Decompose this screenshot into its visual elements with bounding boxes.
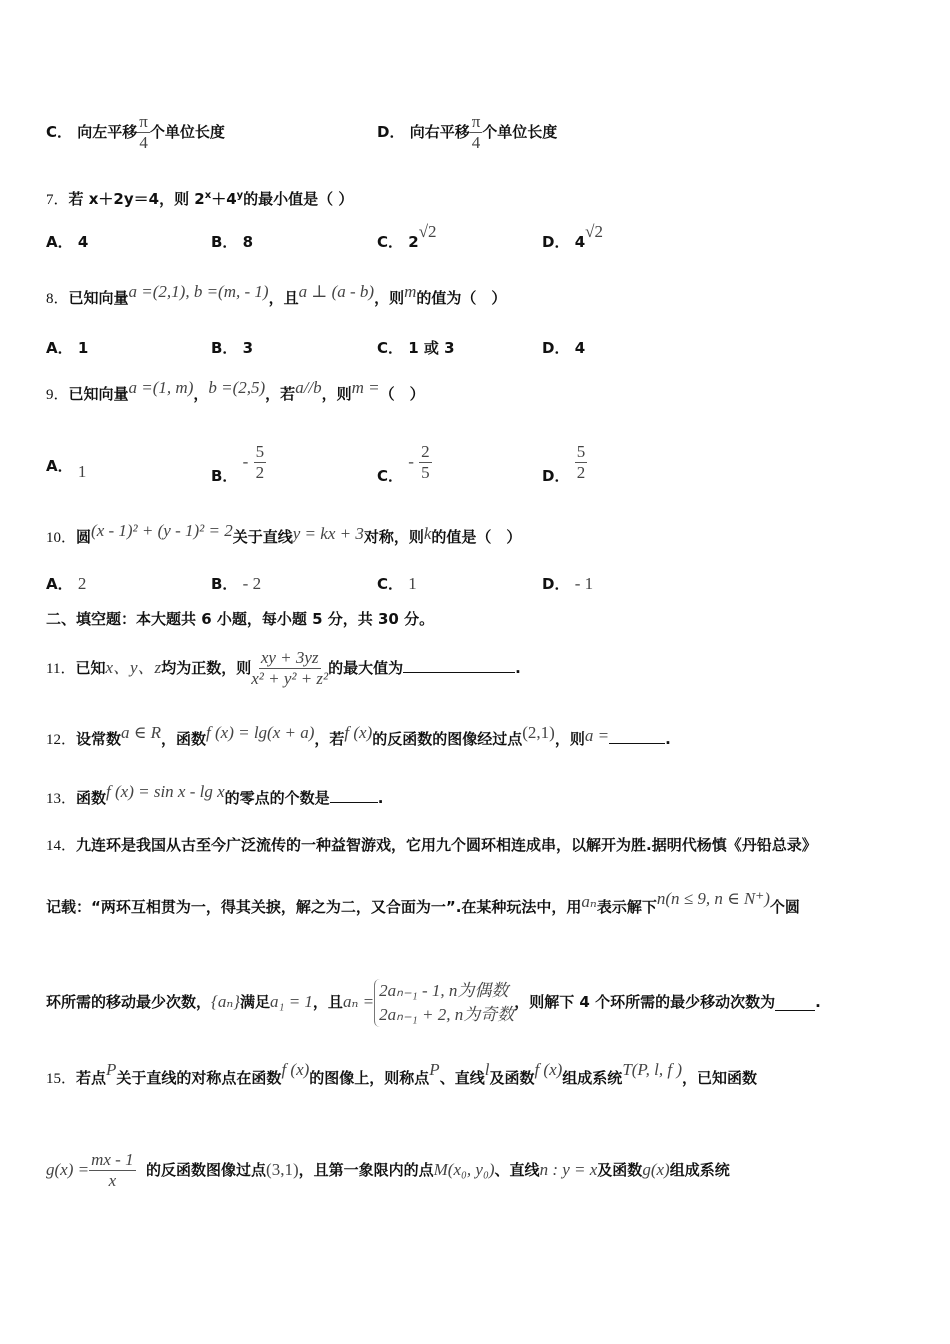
option-label: C． (377, 575, 404, 593)
option-value: 1 或 3 (408, 339, 455, 357)
math: n : y = x (539, 1160, 598, 1179)
text: 组成系统 (669, 1161, 730, 1179)
option-label: D． (542, 575, 570, 593)
option-label: C． (377, 467, 404, 485)
option-d (542, 338, 585, 358)
numerator: π (139, 112, 148, 131)
q6-option-d (377, 112, 557, 153)
section-heading: 二、填空题：本大题共 6 小题，每小题 5 分，共 30 分。 (46, 610, 435, 628)
math: l (484, 1060, 490, 1079)
text: 已知 (75, 659, 106, 677)
option-label: B． (211, 233, 238, 251)
option-value: 1 (77, 339, 89, 357)
text: . (665, 730, 671, 748)
text: 的最小值是（ ） (243, 190, 354, 208)
fraction (251, 648, 328, 689)
question-number: 11． (46, 661, 76, 677)
option-value: 3 (242, 339, 254, 357)
text: 的零点的个数是 (224, 789, 330, 807)
math: g(x) (642, 1160, 670, 1179)
text: . (377, 789, 384, 807)
option-value: 8 (242, 233, 254, 251)
text: 若 x＋2y＝4，则 2 (68, 190, 205, 208)
option-label: A． (46, 575, 73, 593)
piecewise-cases (374, 979, 514, 1027)
option-d (542, 574, 593, 594)
option-label: C． (46, 123, 73, 141)
option-c (377, 574, 417, 594)
option-label: D． (377, 123, 405, 141)
text: 及函数 (489, 1069, 535, 1087)
text: 记载：“两环互相贯为一，得其关捩，解之为二，又合面为一”.在某种玩法中，用 (46, 898, 582, 916)
math: M(x₀, y₀) (433, 1160, 495, 1179)
text: 表示解下 (596, 898, 657, 916)
text: 对称，则 (363, 528, 424, 546)
sqrt-exponent: √2 (418, 222, 437, 241)
math: a₁ = 1 (270, 992, 313, 1011)
text: ，函数 (161, 730, 207, 748)
text: 满足 (240, 993, 271, 1011)
question-14-line-3 (46, 975, 821, 1029)
fraction (137, 112, 150, 153)
text: ，则 (554, 730, 585, 748)
text: 关于直线 (232, 528, 293, 546)
question-14-line-2 (46, 889, 800, 917)
answer-blank[interactable] (403, 672, 515, 673)
numerator: 5 (255, 442, 265, 461)
math: n(n ≤ 9, n ∈ N⁺) (656, 889, 770, 908)
text: 及函数 (597, 1161, 643, 1179)
question-number: 7． (46, 192, 69, 208)
math: a ∈ R (121, 723, 161, 742)
option-c (377, 442, 432, 483)
math: y = kx + 3 (292, 524, 364, 543)
fraction (470, 112, 483, 153)
math: g(x) = (46, 1160, 90, 1179)
answer-blank[interactable] (775, 994, 815, 1011)
text: 的图像上，则称点 (309, 1069, 430, 1087)
option-a (46, 456, 87, 481)
math: aₙ (581, 892, 597, 911)
option-label: A． (46, 457, 73, 475)
math: m = (351, 378, 380, 397)
option-label: D． (542, 339, 570, 357)
option-label: D． (542, 233, 570, 251)
option-b (211, 232, 253, 252)
option-c (377, 338, 455, 358)
question-number: 8． (46, 291, 69, 307)
option-label: C． (377, 339, 404, 357)
denominator: x (108, 1171, 117, 1190)
text: 九连环是我国从古至今广泛流传的一种益智游戏，它用九个圆环相连成串，以解开为胜.据明代杨慎《丹铅总录》 (76, 836, 817, 854)
text: 组成系统 (562, 1069, 623, 1087)
question-7 (46, 186, 353, 210)
text: 的反函数图像过点 (146, 1161, 267, 1179)
text: 设常数 (76, 730, 122, 748)
question-number: 10． (46, 530, 77, 546)
math: T(P, l, f ) (622, 1060, 682, 1079)
text: ，则解下 4 个环所需的最少移动次数为 (514, 993, 776, 1011)
question-9 (46, 378, 425, 405)
option-b (211, 338, 253, 358)
denominator: 4 (471, 133, 481, 152)
option-label: C． (377, 233, 404, 251)
text: ， (193, 385, 209, 403)
sup: x (204, 190, 212, 201)
denominator: x² + y² + z² (251, 669, 329, 688)
math: f (x) (281, 1060, 310, 1079)
text: ，且 (312, 993, 343, 1011)
text: 的反函数的图像经过点 (372, 730, 523, 748)
sqrt-exponent: √2 (585, 222, 603, 241)
fraction (89, 1150, 135, 1191)
text: ，且 (268, 289, 299, 307)
option-b (211, 442, 266, 483)
math: P (429, 1060, 440, 1079)
sup: y (236, 190, 244, 201)
option-value: 1 (408, 574, 417, 593)
question-14-line-1 (46, 835, 817, 856)
denominator: 2 (576, 463, 586, 482)
text: ，且第一象限内的点 (298, 1161, 434, 1179)
question-number: 13． (46, 791, 77, 807)
option-a (46, 232, 88, 252)
case: 2aₙ₋₁ + 2, n为奇数 (379, 1004, 515, 1024)
option-c (377, 222, 437, 252)
option-value: 4 (574, 233, 586, 251)
numerator: xy + 3yz (260, 648, 319, 667)
option-text: 个单位长度 (482, 123, 558, 141)
math: (x - 1)² + (y - 1)² = 2 (91, 521, 233, 540)
fraction (254, 442, 267, 483)
math: a =(2,1), b =(m, - 1) (128, 282, 269, 301)
minus-sign: - (408, 452, 414, 471)
denominator: 4 (139, 133, 148, 152)
numerator: π (471, 112, 481, 131)
math: k (423, 524, 432, 543)
math: f (x) (534, 1060, 563, 1079)
q6-option-c (46, 112, 225, 153)
text: 的值是（ ） (431, 528, 522, 546)
case: 2aₙ₋₁ - 1, n为偶数 (379, 980, 509, 1000)
fraction (419, 442, 432, 483)
text: ，则 (321, 385, 352, 403)
text: ，若 (314, 730, 345, 748)
option-value: 1 (77, 462, 87, 481)
question-number: 15． (46, 1071, 77, 1087)
question-number: 12． (46, 732, 77, 748)
math: b =(2,5) (208, 378, 266, 397)
question-number: 14． (46, 838, 77, 854)
option-text: 个单位长度 (149, 123, 225, 141)
text: 环所需的移动最少次数， (46, 993, 212, 1011)
text: ，若 (265, 385, 296, 403)
text: 、直线 (494, 1161, 540, 1179)
text: 均为正数，则 (161, 659, 252, 677)
text: 个圆 (769, 898, 800, 916)
answer-blank[interactable] (609, 743, 665, 744)
text: 函数 (76, 789, 107, 807)
text: ＋4 (211, 190, 237, 208)
text: 已知向量 (68, 289, 129, 307)
option-b (211, 574, 261, 594)
math: a ⊥ (a - b) (298, 282, 375, 301)
option-label: B． (211, 575, 238, 593)
option-label: A． (46, 339, 73, 357)
math: P (106, 1060, 117, 1079)
option-text: 向左平移 (77, 123, 138, 141)
text: 的值为（ ） (416, 289, 507, 307)
denominator: 5 (421, 463, 430, 482)
question-12 (46, 723, 671, 750)
question-11 (46, 640, 521, 697)
numerator: mx - 1 (91, 1150, 134, 1169)
math: f (x) (344, 723, 373, 742)
math: aₙ = (342, 992, 375, 1011)
option-d (542, 442, 587, 483)
option-a (46, 338, 88, 358)
question-8 (46, 282, 507, 309)
text: 关于直线的对称点在函数 (116, 1069, 282, 1087)
option-label: B． (211, 339, 238, 357)
text: ，已知函数 (681, 1069, 757, 1087)
math: f (x) = lg(x + a) (206, 723, 315, 742)
math: a = (584, 726, 610, 745)
math: m (404, 282, 417, 301)
option-d (542, 222, 603, 252)
option-label: D． (542, 467, 570, 485)
question-15-line-2 (46, 1142, 730, 1198)
text: （ ） (379, 385, 425, 403)
text: 的最大值为 (328, 659, 404, 677)
option-value: 2 (408, 233, 419, 251)
answer-blank[interactable] (330, 802, 378, 803)
math: f (x) = sin x - lg x (106, 782, 225, 801)
option-value: 4 (574, 339, 586, 357)
option-value: - 1 (574, 574, 594, 593)
math: {aₙ} (211, 992, 241, 1011)
text: ，则 (374, 289, 405, 307)
math: a//b (295, 378, 322, 397)
math: (2,1) (522, 723, 555, 742)
option-value: - 2 (242, 574, 262, 593)
fraction (575, 442, 588, 483)
text: 圆 (76, 528, 92, 546)
minus-sign: - (242, 452, 249, 471)
option-text: 向右平移 (409, 123, 470, 141)
question-15-line-1 (46, 1060, 757, 1089)
text: 、直线 (439, 1069, 485, 1087)
math: a =(1, m) (128, 378, 194, 397)
option-value: 4 (77, 233, 89, 251)
denominator: 2 (255, 463, 265, 482)
question-10 (46, 521, 522, 548)
question-13 (46, 782, 384, 809)
text: 已知向量 (68, 385, 129, 403)
text: . (515, 659, 521, 677)
option-a (46, 574, 86, 594)
option-value: 2 (77, 574, 87, 593)
math: (3,1) (266, 1160, 299, 1179)
option-label: A． (46, 233, 73, 251)
math: x、y、z (105, 658, 162, 677)
numerator: 2 (421, 442, 430, 461)
text: 若点 (76, 1069, 107, 1087)
question-number: 9． (46, 387, 69, 403)
option-label: B． (211, 467, 238, 485)
text: . (815, 993, 821, 1011)
numerator: 5 (576, 442, 586, 461)
